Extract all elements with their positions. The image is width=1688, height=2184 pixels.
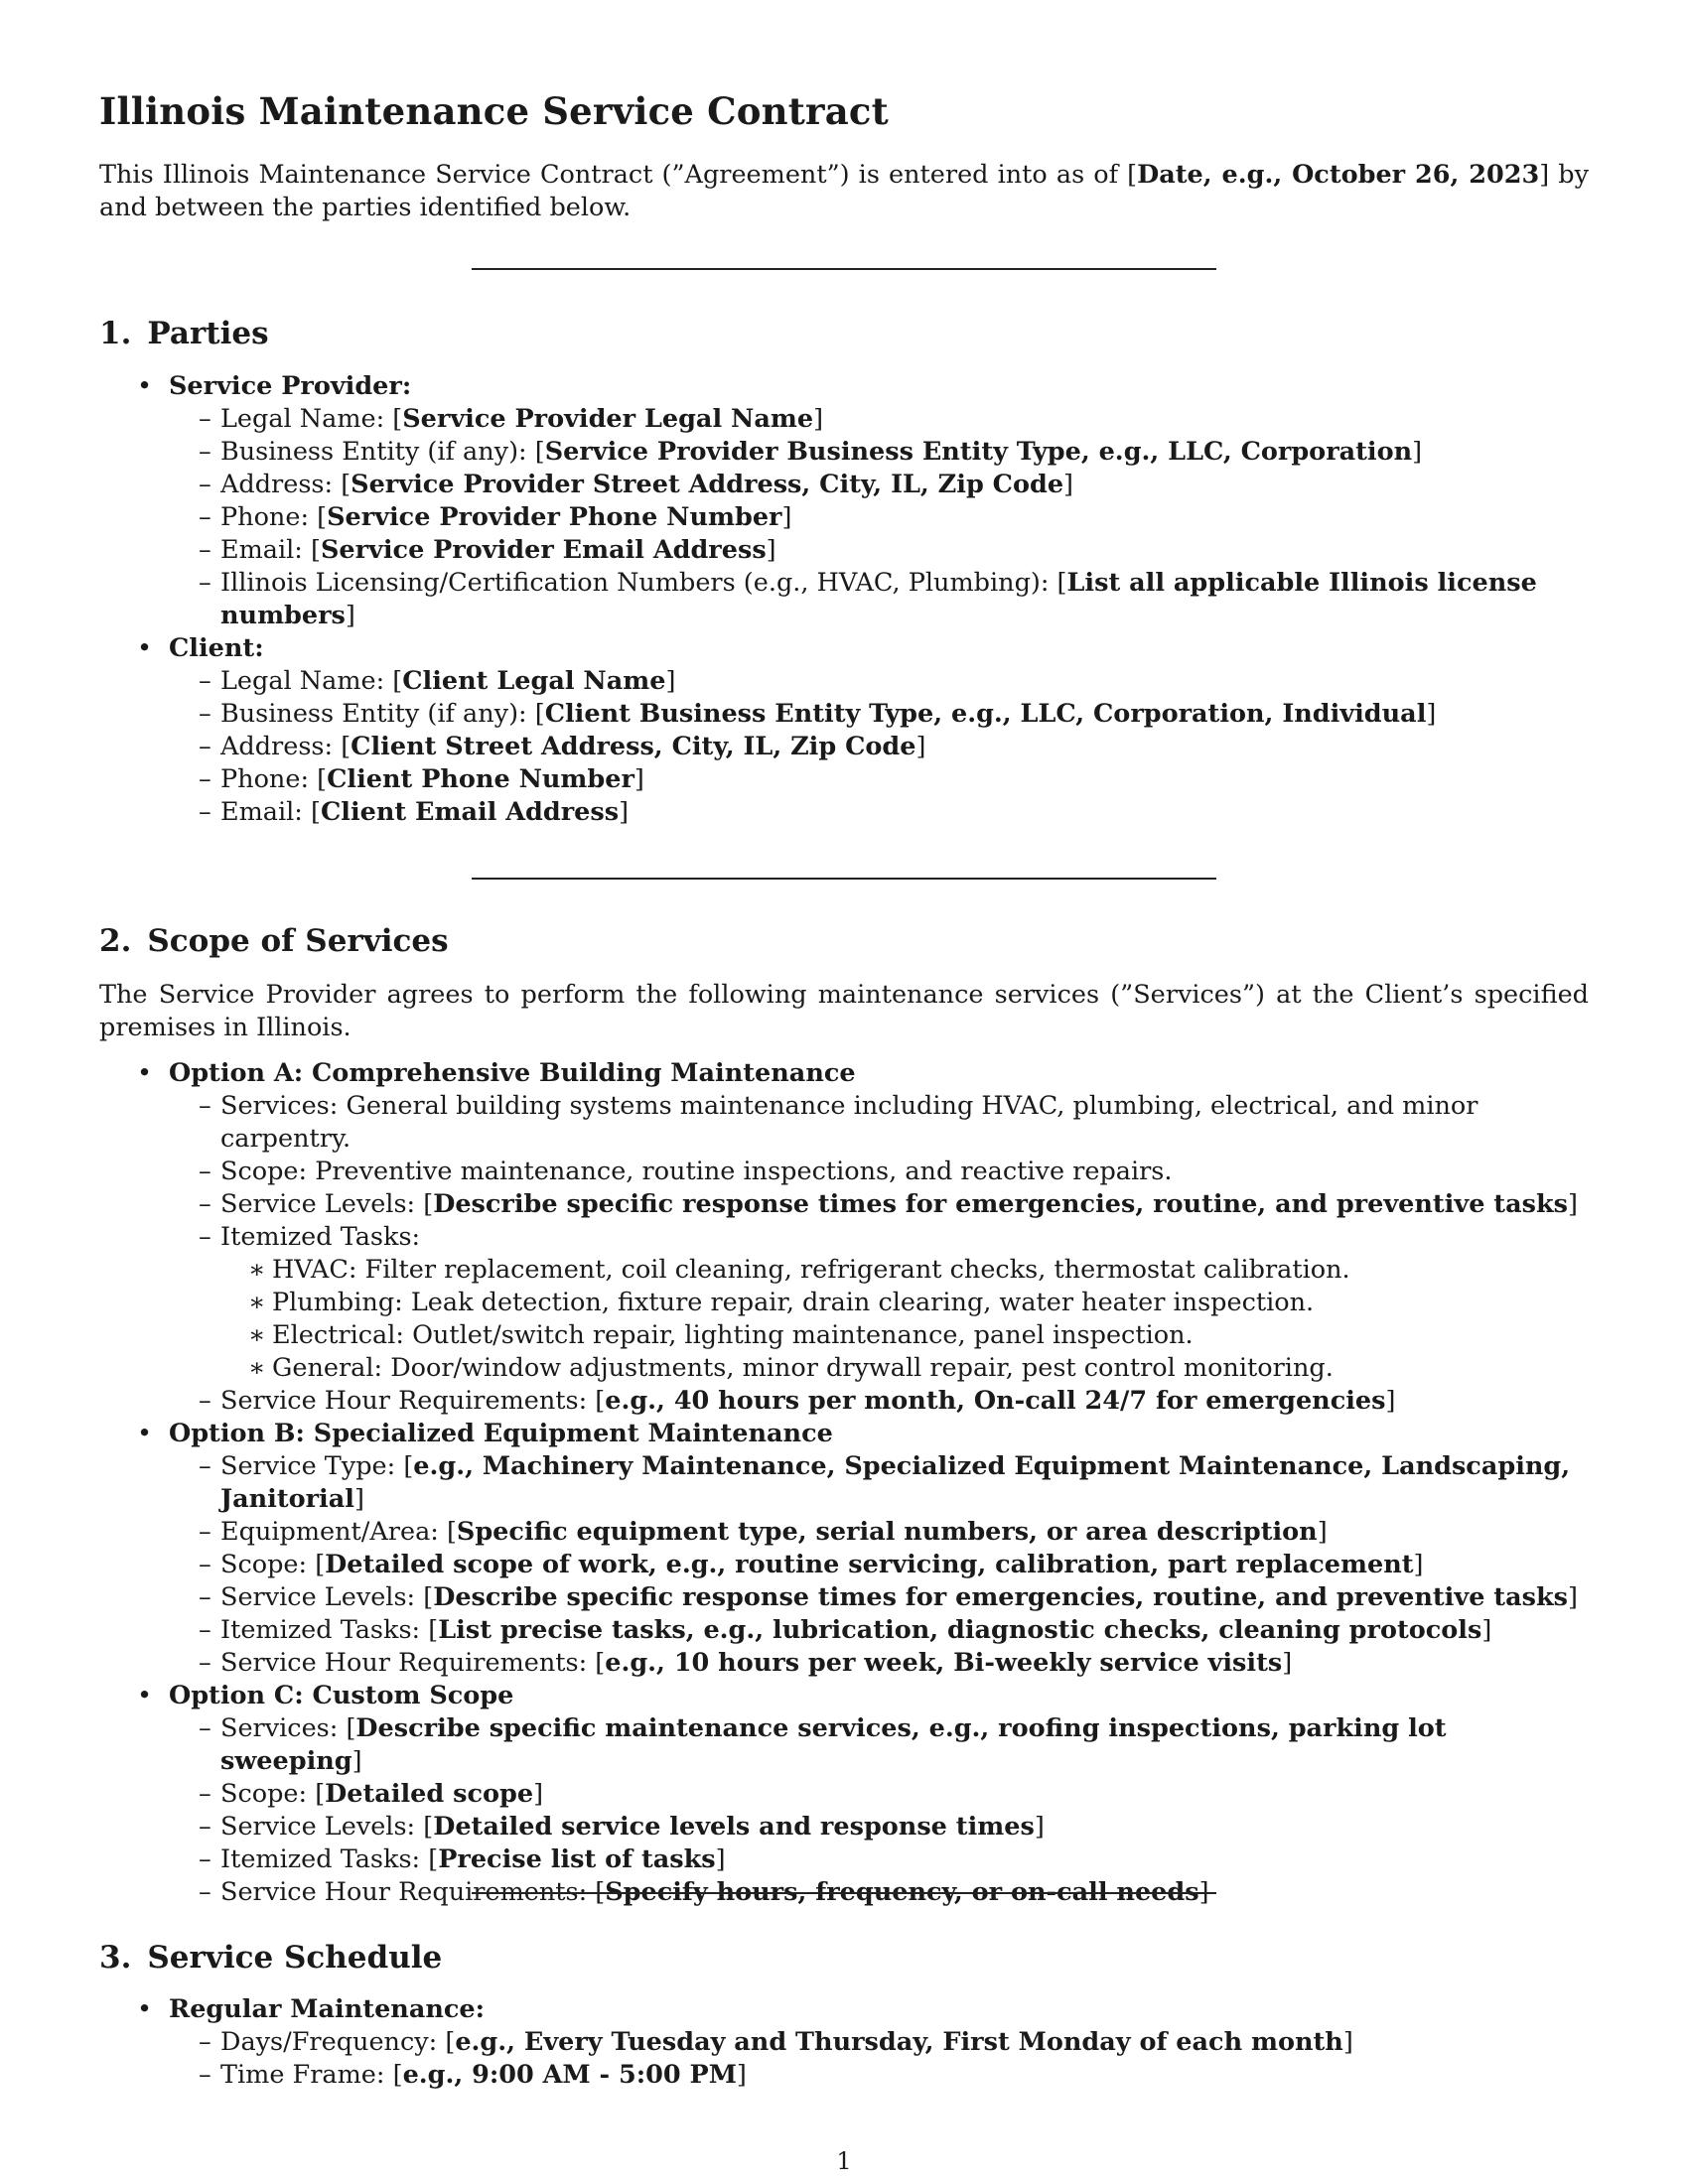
option-a-itemized-tasks: – Itemized Tasks: ∗ HVAC: Filter replacement, coil cleaning, refrigerant checks, thermostat calibration. ∗ Plumbing: Leak detection, fixture repair, drain clearing, water heater inspection. ∗ Electrical: Outlet/switch repair, lighting maintenance, panel inspection. ∗ General: Door/window adjustments, minor drywall repair, pest control monitoring. [169,1221,1589,1385]
option-b-field-item: – Itemized Tasks: [List precise tasks, e.g., lubrication, diagnostic checks, cleaning protocols] [169,1614,1589,1647]
scope-intro: The Service Provider agrees to perform the following maintenance services (”Services”) at the Client’s specified premises in Illinois. [99,980,1589,1042]
client-field-item: – Legal Name: [Client Legal Name] [169,665,1589,698]
horizontal-rule [472,268,1216,270]
regular-maintenance-field-item: – Time Frame: [e.g., 9:00 AM - 5:00 PM] [169,2059,1589,2092]
intro-text: This Illinois Maintenance Service Contract (”Agreement”) is entered into as of [ [99,160,1138,190]
parties-list [99,370,1589,829]
option-a-service-hours: – Service Hour Requirements: [e.g., 40 hours per month, On-call 24/7 for emergencies] [169,1385,1589,1418]
option-c-field-item: – Services: [Describe specific maintenance services, e.g., roofing inspections, parking lot sweeping] [169,1712,1589,1778]
section-heading-schedule: 3. Service Schedule [99,1940,443,1976]
provider-field-item: – Business Entity (if any): [Service Provider Business Entity Type, e.g., LLC, Corporation] [169,436,1589,469]
option-a-service-levels: – Service Levels: [Describe specific response times for emergencies, routine, and preventive tasks] [169,1188,1589,1221]
option-b-field-item: – Equipment/Area: [Specific equipment type, serial numbers, or area description] [169,1516,1589,1549]
provider-field-item: – Address: [Service Provider Street Address, City, IL, Zip Code] [169,469,1589,501]
horizontal-rule [472,1892,1216,1894]
option-a: • Option A: Comprehensive Building Maintenance – Services: General building systems maintenance including HVAC, plumbing, electrical, and minor carpentry. – Scope: Preventive maintenance, routine inspections, and reactive repairs. – Service Levels: [Describe specific response times for emergencies, routine, and preventive tasks] – Itemized Tasks: ∗ HVAC: Filter replacement, coil cleaning, refrigerant checks, thermostat calibration. ∗ Plumbing: Leak detection, fixture repair, drain clearing, water heater inspection. ∗ Electrical: Outlet/switch repair, lighting maintenance, panel inspection. ∗ General: Door/window adjustments, minor drywall repair, pest control monitoring. – Service Hour Requirements: [e.g., 40 hours per month, On-call 24/7 for emergencies] [99,1057,1589,1418]
horizontal-rule [472,878,1216,880]
document-title: Illinois Maintenance Service Contract [99,89,889,133]
intro-paragraph [99,159,1589,224]
provider-field-item: – Legal Name: [Service Provider Legal Name] [169,403,1589,436]
task-item: ∗ Electrical: Outlet/switch repair, lighting maintenance, panel inspection. [220,1319,1589,1352]
section-heading-scope: 2. Scope of Services [99,923,449,959]
party-client: • Client: – Legal Name: [Client Legal Name] – Business Entity (if any): [Client Business Entity Type, e.g., LLC, Corporation, Individual] – Address: [Client Street Address, City, IL, Zip Code] – Phone: [Client Phone Number] – Email: [Client Email Address] [99,632,1589,829]
option-b-field-item: – Service Levels: [Describe specific response times for emergencies, routine, and preventive tasks] [169,1581,1589,1614]
option-b-field-item: – Service Type: [e.g., Machinery Maintenance, Specialized Equipment Maintenance, Landscaping, Janitorial] [169,1450,1589,1516]
provider-field-item: – Phone: [Service Provider Phone Number] [169,501,1589,534]
client-field-item: – Email: [Client Email Address] [169,796,1589,829]
provider-field-item: – Illinois Licensing/Certification Numbers (e.g., HVAC, Plumbing): [List all applicable Illinois license numbers] [169,567,1589,632]
regular-maintenance: • Regular Maintenance: – Days/Frequency: [e.g., Every Tuesday and Thursday, First Monday of each month] – Time Frame: [e.g., 9:00 AM - 5:00 PM] [99,1993,1589,2092]
scope-section [99,979,1589,1909]
option-b: • Option B: Specialized Equipment Maintenance – Service Type: [e.g., Machinery Maintenance, Specialized Equipment Maintenance, Landscaping, Janitorial] – Equipment/Area: [Specific equipment type, serial numbers, or area description] – Scope: [Detailed scope of work, e.g., routine servicing, calibration, part replacement] – Service Levels: [Describe specific response times for emergencies, routine, and preventive tasks] – Itemized Tasks: [List precise tasks, e.g., lubrication, diagnostic checks, cleaning protocols] – Service Hour Requirements: [e.g., 10 hours per week, Bi-weekly service visits] [99,1418,1589,1680]
option-c-field-item: – Scope: [Detailed scope] [169,1778,1589,1811]
provider-field-item: – Email: [Service Provider Email Address] [169,534,1589,567]
section-heading-parties: 1. Parties [99,316,269,351]
page-number: 1 [836,2147,852,2175]
option-b-field-item: – Scope: [Detailed scope of work, e.g., routine servicing, calibration, part replacement] [169,1549,1589,1581]
option-a-scope: – Scope: Preventive maintenance, routine inspections, and reactive repairs. [169,1156,1589,1188]
client-field-item: – Phone: [Client Phone Number] [169,763,1589,796]
party-service-provider: • Service Provider: – Legal Name: [Service Provider Legal Name] – Business Entity (if any): [Service Provider Business Entity Type, e.g., LLC, Corporation] – Address: [Service Provider Street Address, City, IL, Zip Code] – Phone: [Service Provider Phone Number] – Email: [Service Provider Email Address] – Illinois Licensing/Certification Numbers (e.g., HVAC, Plumbing): [List all applicable Illinois license numbers] [99,370,1589,632]
task-item: ∗ General: Door/window adjustments, minor drywall repair, pest control monitoring. [220,1352,1589,1385]
regular-maintenance-field-item: – Days/Frequency: [e.g., Every Tuesday and Thursday, First Monday of each month] [169,2026,1589,2059]
option-c-field-item: – Service Levels: [Detailed service levels and response times] [169,1811,1589,1843]
client-field-item: – Address: [Client Street Address, City, IL, Zip Code] [169,731,1589,763]
option-a-services: – Services: General building systems maintenance including HVAC, plumbing, electrical, and minor carpentry. [169,1090,1589,1156]
option-c-field-item: – Itemized Tasks: [Precise list of tasks] [169,1843,1589,1876]
option-c: • Option C: Custom Scope – Services: [Describe specific maintenance services, e.g., roofing inspections, parking lot sweeping] – Scope: [Detailed scope] – Service Levels: [Detailed service levels and response times] – Itemized Tasks: [Precise list of tasks] – Service Hour Requirements: [Specify hours, frequency, or on-call needs] [99,1680,1589,1909]
intro-text-end: ] by and between the parties identified below. [99,160,1589,222]
option-b-field-item: – Service Hour Requirements: [e.g., 10 hours per week, Bi-weekly service visits] [169,1647,1589,1680]
task-item: ∗ HVAC: Filter replacement, coil cleaning, refrigerant checks, thermostat calibration. [220,1254,1589,1287]
task-item: ∗ Plumbing: Leak detection, fixture repair, drain clearing, water heater inspection. [220,1287,1589,1319]
intro-date-placeholder: Date, e.g., October 26, 2023 [1137,160,1540,190]
client-field-item: – Business Entity (if any): [Client Business Entity Type, e.g., LLC, Corporation, Individual] [169,698,1589,731]
option-c-field-item: – Service Hour Requirements: [Specify hours, frequency, or on-call needs] [169,1876,1589,1909]
schedule-list [99,1993,1589,2092]
